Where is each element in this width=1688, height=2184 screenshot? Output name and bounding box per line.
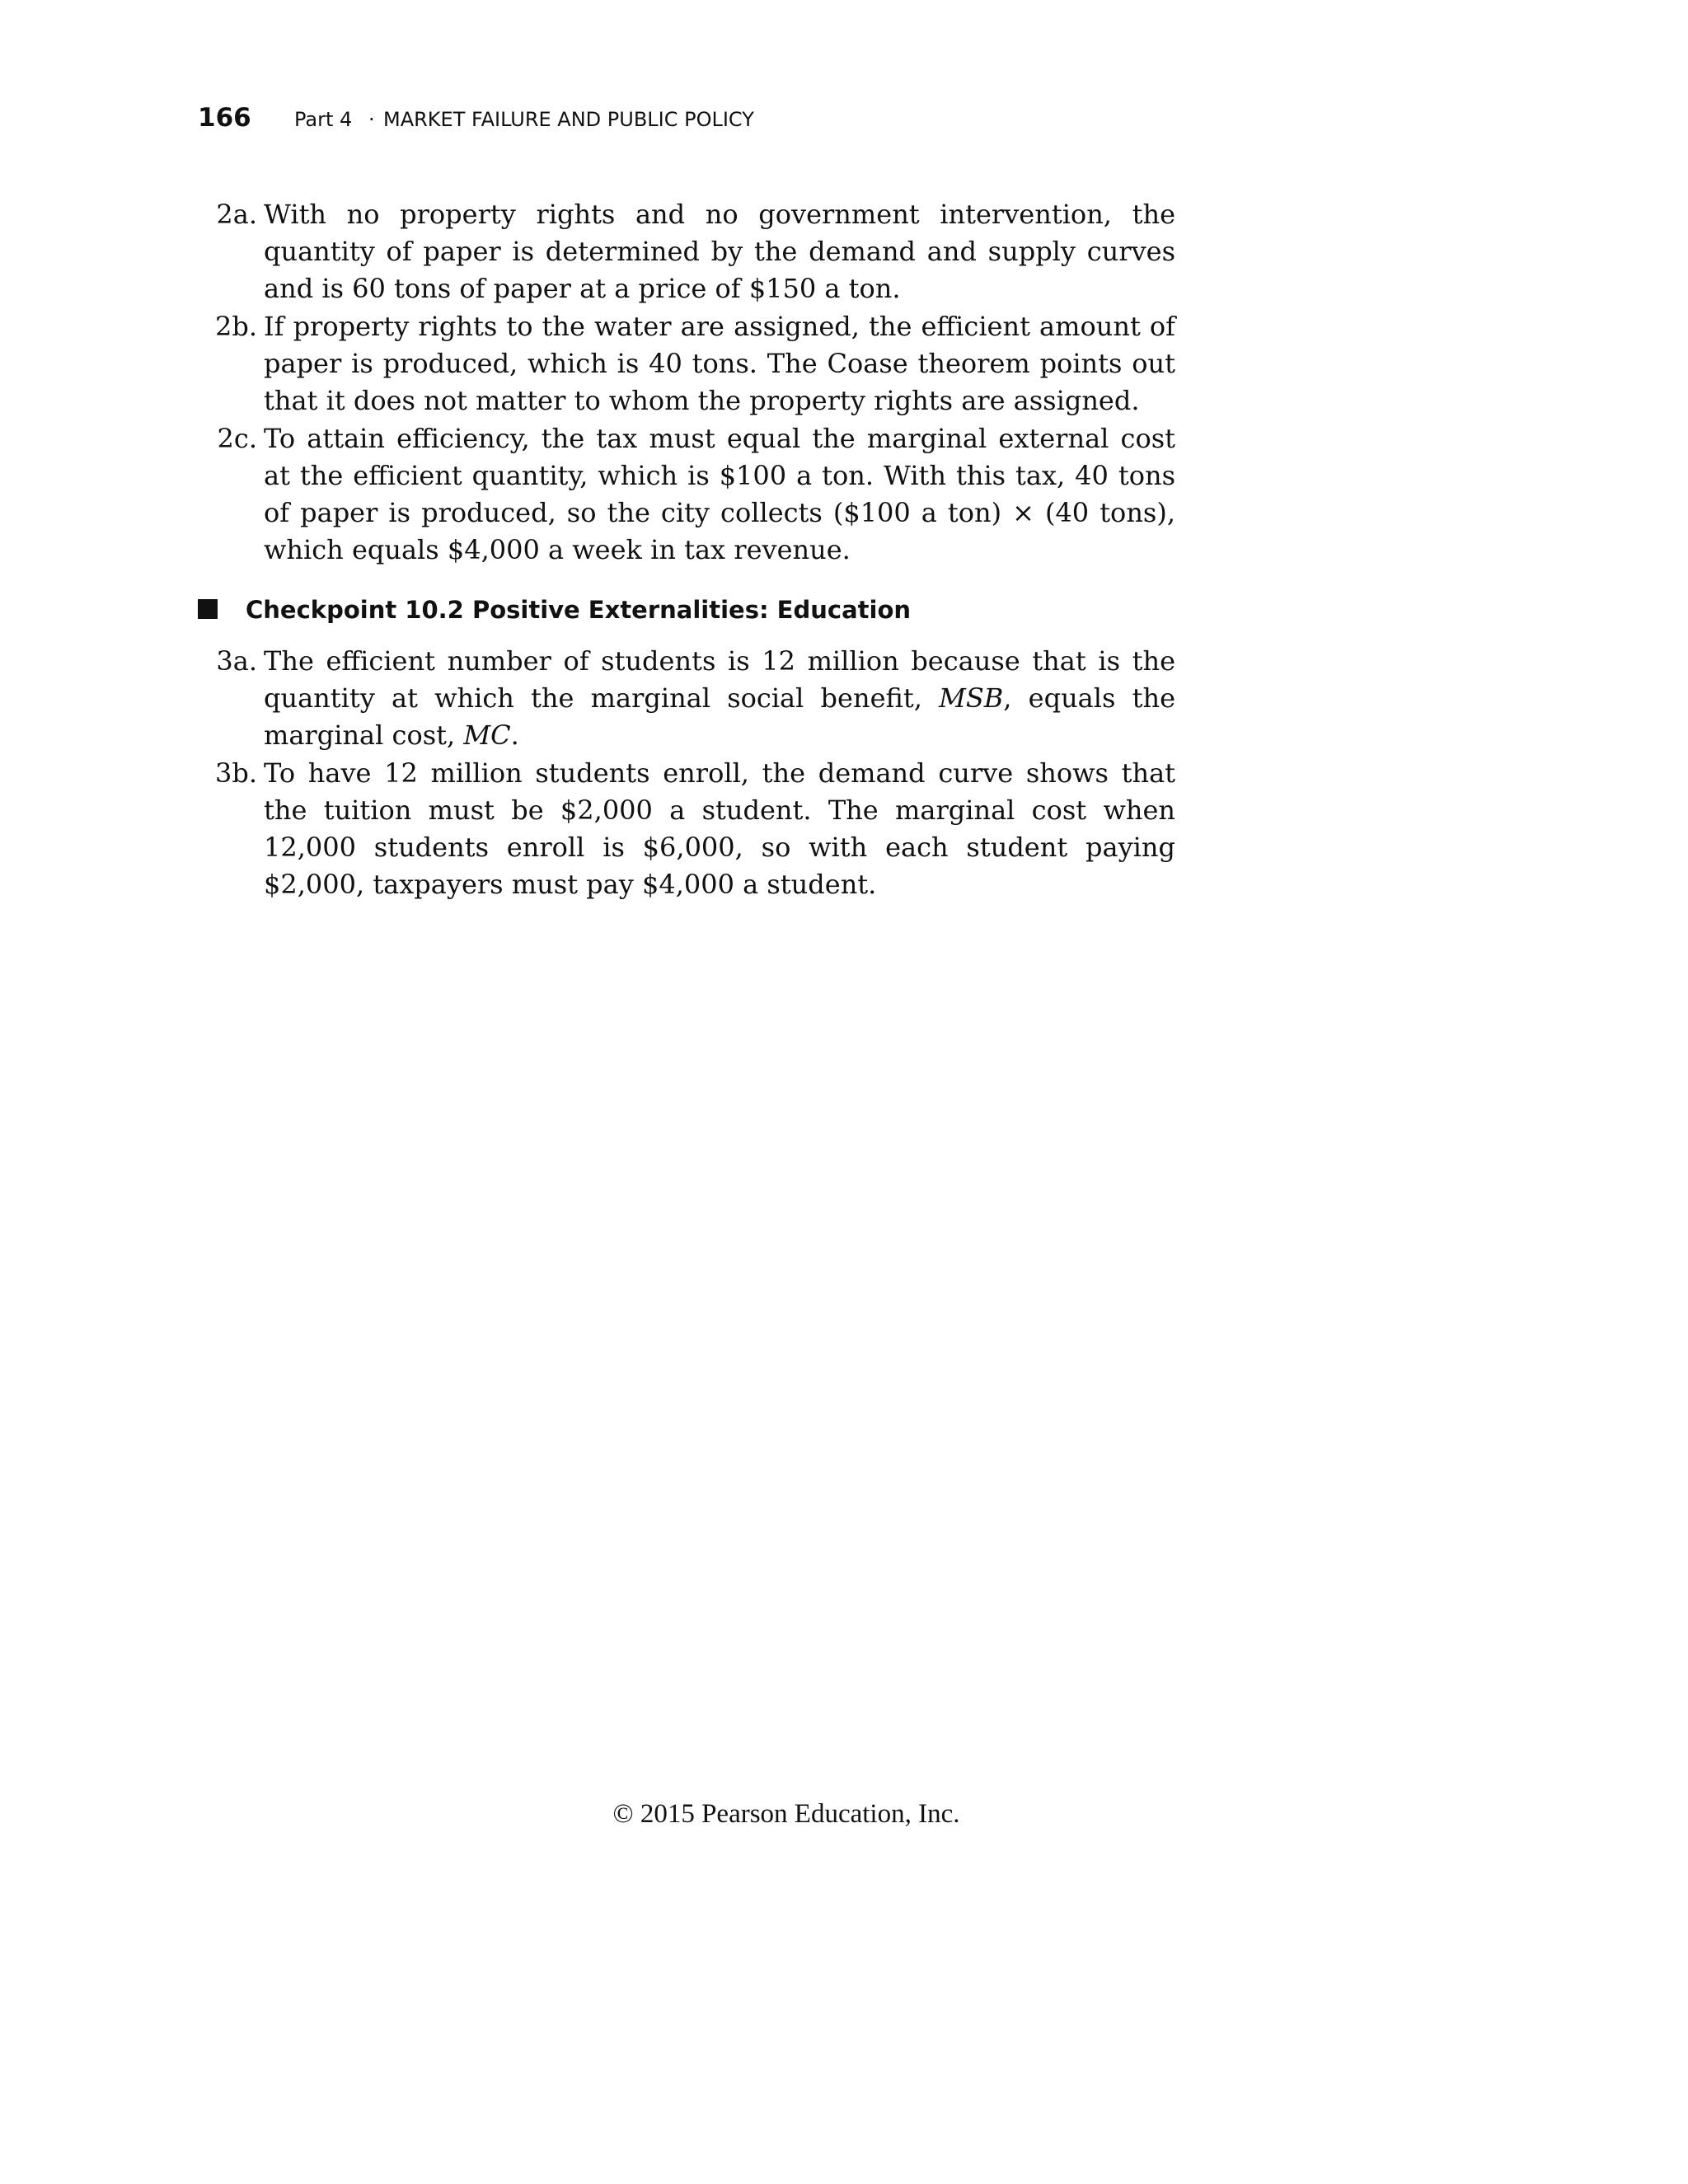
answer-number: 2b.	[214, 311, 257, 342]
answer-number: 3a.	[216, 645, 257, 677]
answer-list-2	[198, 196, 1175, 569]
answer-3a	[198, 643, 1175, 754]
mc-term: MC	[463, 719, 511, 751]
answer-text: To have 12 million students enroll, the demand curve shows that the tuition must be $2,000 a student. The marginal cost when 12,000 students enroll is $6,000, so with each student paying $2,000, taxpayers must pay $4,000 a student.	[264, 757, 1175, 900]
page-number: 166	[198, 103, 251, 133]
answer-number: 2c.	[217, 423, 257, 454]
answer-3b	[198, 755, 1175, 903]
answer-text-part: .	[510, 719, 519, 751]
answer-text-part: , equals the marginal cost,	[264, 682, 1176, 751]
square-bullet-icon	[198, 599, 218, 619]
answer-text	[264, 643, 1175, 754]
answer-text: If property rights to the water are assigned, the efficient amount of paper is produced, which is 40 tons. The Coase theorem points out that it does not matter to whom the property rights are assigned.	[264, 311, 1175, 416]
answer-text-part: The efficient number of students is 12 million because that is the quantity at which the marginal social benefit,	[264, 645, 1175, 714]
answer-2b	[198, 308, 1175, 419]
answer-2a	[198, 196, 1175, 307]
answer-list-3	[198, 643, 1175, 904]
answer-number: 2a.	[216, 199, 257, 230]
answer-text: With no property rights and no government intervention, the quantity of paper is determined by the demand and supply curves and is 60 tons of paper at a price of $150 a ton.	[264, 199, 1175, 304]
part-label: Part 4	[294, 108, 353, 131]
answer-2c	[198, 420, 1175, 569]
answer-text: To attain efficiency, the tax must equal the marginal external cost at the efficient quantity, which is $100 a ton. With this tax, 40 tons of paper is produced, so the city collects ($100 a ton) × (40 tons), which equals $4,000 a week in tax revenue.	[264, 423, 1175, 565]
copyright-notice: © 2015 Pearson Education, Inc.	[612, 1799, 960, 1829]
section-title: Checkpoint 10.2 Positive Externalities: Education	[246, 596, 912, 624]
part-title: MARKET FAILURE AND PUBLIC POLICY	[383, 108, 754, 131]
header-separator: ·	[368, 108, 375, 131]
answer-number: 3b.	[214, 757, 257, 789]
msb-term: MSB	[939, 682, 1004, 714]
